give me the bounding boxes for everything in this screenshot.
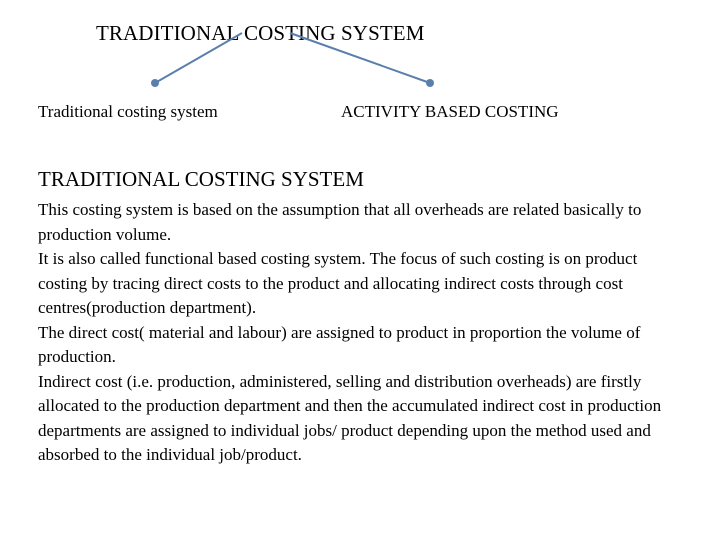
section-heading: TRADITIONAL COSTING SYSTEM — [38, 167, 364, 191]
main-title: TRADITIONAL COSTING SYSTEM — [96, 21, 425, 45]
body-text — [38, 198, 682, 468]
connector-left-line — [155, 33, 242, 83]
connector-right-line — [290, 33, 430, 83]
branch-label-activity-based: ACTIVITY BASED COSTING — [341, 102, 559, 121]
paragraph-direct-cost: The direct cost( material and labour) are assigned to product in proportion the volume of production. — [38, 322, 641, 366]
branch-label-traditional: Traditional costing system — [38, 102, 218, 121]
paragraph-functional-based: It is also called functional based costing system. The focus of such costing is on product costing by tracing direct costs to the product and allocating indirect costs through cost centres(production department). — [38, 249, 638, 317]
paragraph-assumption: This costing system is based on the assumption that all overheads are related basically to production volume. — [38, 200, 642, 244]
paragraph-indirect-cost: Indirect cost (i.e. production, administered, selling and distribution overheads) are firstly allocated to the production department and then the accumulated indirect cost in production departments are assigned to individual jobs/ product depending upon the method used and absorbed to the individual job/product. — [38, 371, 662, 464]
